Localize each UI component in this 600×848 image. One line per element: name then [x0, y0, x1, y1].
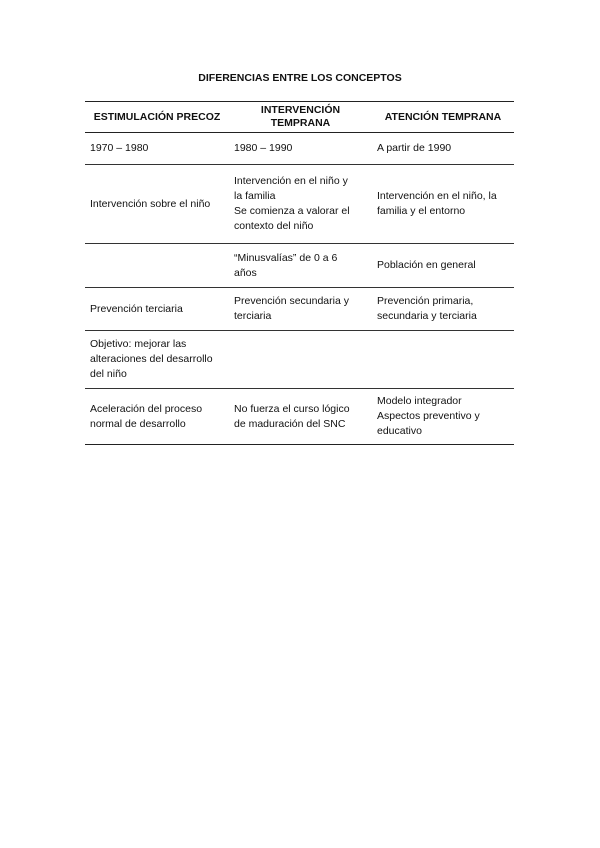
cell-text-line: 1970 – 1980 — [90, 142, 149, 154]
cell-atencion-temprana — [372, 244, 514, 288]
header-atencion-temprana — [372, 102, 514, 133]
cell-text-line: alteraciones del desarrollo — [90, 353, 213, 365]
cell-text-line: Objetivo: mejorar las — [90, 338, 187, 350]
cell-text-line: de maduración del SNC — [234, 417, 346, 430]
comparison-table — [85, 101, 514, 445]
cell-text-line: 1980 – 1990 — [234, 142, 293, 154]
cell-text-line: Prevención terciaria — [90, 302, 183, 315]
cell-text-line: “Minusvalías” de 0 a 6 — [234, 251, 338, 264]
cell-text-line: Prevención secundaria y — [234, 295, 349, 307]
table-row — [85, 331, 514, 389]
header-text: ATENCIÓN TEMPRANA — [384, 110, 502, 123]
cell-text-line: normal de desarrollo — [90, 417, 186, 430]
cell-atencion-temprana — [372, 288, 514, 331]
table-row — [85, 288, 514, 331]
cell-atencion-temprana — [372, 331, 514, 389]
cell-atencion-temprana — [372, 389, 514, 445]
cell-estimulacion-precoz — [85, 331, 229, 389]
table-row — [85, 165, 514, 244]
cell-text-line: educativo — [377, 425, 422, 437]
cell-estimulacion-precoz — [85, 389, 229, 445]
cell-text-line: A partir de 1990 — [377, 142, 452, 154]
cell-atencion-temprana — [372, 165, 514, 244]
cell-estimulacion-precoz — [85, 244, 229, 288]
cell-text-line: Intervención sobre el niño — [90, 197, 211, 210]
cell-text-line: contexto del niño — [234, 220, 314, 232]
cell-intervencion-temprana — [229, 165, 372, 244]
cell-text-line: años — [234, 266, 257, 279]
cell-text-line: Intervención en el niño, la — [377, 190, 497, 202]
cell-text-line: Prevención primaria, — [377, 295, 474, 307]
cell-estimulacion-precoz — [85, 288, 229, 331]
cell-text-line: No fuerza el curso lógico — [234, 402, 350, 415]
cell-estimulacion-precoz — [85, 165, 229, 244]
table-row — [85, 133, 514, 165]
cell-text-line: Se comienza a valorar el — [234, 205, 350, 217]
cell-text-line: terciaria — [234, 310, 272, 322]
cell-text-line: del niño — [90, 368, 127, 380]
header-estimulacion-precoz — [85, 102, 229, 133]
cell-text-line: la familia — [234, 190, 276, 202]
cell-intervencion-temprana — [229, 331, 372, 389]
cell-intervencion-temprana — [229, 389, 372, 445]
cell-estimulacion-precoz — [85, 133, 229, 165]
cell-intervencion-temprana — [229, 244, 372, 288]
cell-atencion-temprana — [372, 133, 514, 165]
cell-text-line: Modelo integrador — [377, 395, 462, 407]
cell-text-line: Aceleración del proceso — [90, 402, 203, 415]
table-row — [85, 389, 514, 445]
cell-text-line: familia y el entorno — [377, 205, 466, 217]
cell-text-line: secundaria y terciaria — [377, 310, 477, 322]
cell-text-line: Intervención en el niño y — [234, 175, 348, 187]
header-text-line: TEMPRANA — [270, 117, 331, 129]
header-text-line: INTERVENCIÓN — [260, 104, 341, 116]
table-header-row — [85, 102, 514, 133]
cell-text-line: Población en general — [377, 259, 476, 271]
header-intervencion-temprana — [229, 102, 372, 133]
cell-intervencion-temprana — [229, 288, 372, 331]
table-row — [85, 244, 514, 288]
cell-text-line: Aspectos preventivo y — [377, 410, 480, 422]
header-text: ESTIMULACIÓN PRECOZ — [93, 110, 221, 123]
document-title: DIFERENCIAS ENTRE LOS CONCEPTOS — [198, 72, 402, 84]
cell-intervencion-temprana — [229, 133, 372, 165]
